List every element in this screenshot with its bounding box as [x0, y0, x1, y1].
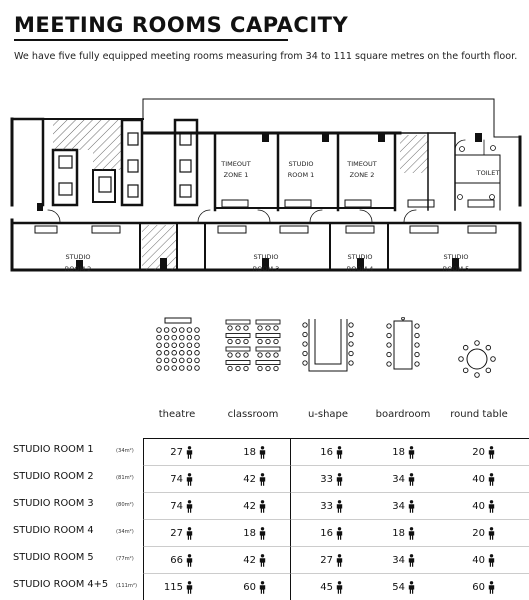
- person-icon: [336, 473, 343, 486]
- seat-icon: [266, 353, 270, 357]
- seat-icon: [236, 326, 240, 330]
- seat-icon: [266, 366, 270, 370]
- seat-icon: [236, 353, 240, 357]
- label-studio-room-4-b: ROOM 4: [346, 265, 374, 273]
- seat-icon: [180, 351, 185, 356]
- capacity-cell: [365, 494, 415, 518]
- capacity-value: 27: [170, 446, 183, 458]
- capacity-cell: [216, 521, 266, 545]
- seat-icon: [157, 358, 162, 363]
- capacity-value: 42: [243, 554, 256, 566]
- seat-icon: [258, 339, 262, 343]
- capacity-value: 74: [170, 473, 183, 485]
- person-icon: [259, 473, 266, 486]
- layout-label-boardroom: boardroom: [375, 409, 431, 420]
- seat-icon: [244, 326, 248, 330]
- person-icon: [336, 554, 343, 567]
- label-studio-room-2-b: ROOM 2: [64, 265, 92, 273]
- desk-icon: [256, 361, 280, 365]
- capacity-value: 66: [170, 554, 183, 566]
- seat-icon: [486, 345, 491, 350]
- label-studio-room-3-a: STUDIO: [253, 253, 279, 261]
- seat-icon: [164, 358, 169, 363]
- seat-icon: [187, 351, 192, 356]
- seat-icon: [180, 366, 185, 371]
- person-icon: [336, 500, 343, 513]
- seat-icon: [303, 332, 307, 336]
- layout-label-theatre: theatre: [158, 409, 196, 420]
- label-studio-room-3-b: ROOM 3: [252, 265, 280, 273]
- person-icon: [259, 446, 266, 459]
- seat-icon: [486, 368, 491, 373]
- layout-label-classroom: classroom: [227, 409, 279, 420]
- seat-icon: [415, 362, 419, 366]
- seat-icon: [349, 342, 353, 346]
- seat-icon: [274, 353, 278, 357]
- person-icon: [336, 581, 343, 594]
- seat-icon: [491, 357, 496, 362]
- capacity-cell: [365, 548, 415, 572]
- capacity-cell: [445, 575, 495, 599]
- seat-icon: [349, 361, 353, 365]
- room-name: STUDIO ROOM 4+5: [13, 579, 109, 590]
- seat-icon: [244, 353, 248, 357]
- room-name: STUDIO ROOM 4: [13, 525, 94, 536]
- seat-icon: [463, 345, 468, 350]
- seat-icon: [187, 366, 192, 371]
- label-timeout-zone-1-b: ZONE 1: [223, 171, 249, 179]
- person-icon: [488, 473, 495, 486]
- seat-icon: [195, 328, 200, 333]
- label-toilet: TOILET: [476, 169, 500, 177]
- capacity-cell: [293, 575, 343, 599]
- seat-icon: [303, 323, 307, 327]
- capacity-cell: [293, 440, 343, 464]
- person-icon: [186, 554, 193, 567]
- room-name: STUDIO ROOM 2: [13, 471, 94, 482]
- desk-icon: [256, 347, 280, 351]
- seat-icon: [195, 351, 200, 356]
- seat-icon: [164, 366, 169, 371]
- capacity-value: 16: [320, 527, 333, 539]
- seat-icon: [415, 352, 419, 356]
- desk-icon: [256, 320, 280, 324]
- capacity-value: 60: [243, 581, 256, 593]
- seat-icon: [387, 324, 391, 328]
- seat-icon: [387, 352, 391, 356]
- capacity-value: 27: [320, 554, 333, 566]
- seat-icon: [180, 343, 185, 348]
- person-icon: [259, 527, 266, 540]
- seat-icon: [236, 366, 240, 370]
- capacity-cell: [143, 521, 193, 545]
- seat-icon: [164, 328, 169, 333]
- seat-icon: [463, 368, 468, 373]
- capacity-cell: [445, 521, 495, 545]
- label-studio-room-5-b: ROOM 5: [442, 265, 470, 273]
- seat-icon: [157, 351, 162, 356]
- desk-icon: [226, 361, 250, 365]
- person-icon: [488, 527, 495, 540]
- person-icon: [408, 527, 415, 540]
- capacity-value: 34: [392, 473, 405, 485]
- room-size: (77m²): [116, 556, 134, 562]
- boardroom-layout-icon: [378, 317, 428, 375]
- room-name: STUDIO ROOM 5: [13, 552, 94, 563]
- seat-icon: [187, 328, 192, 333]
- seat-icon: [228, 326, 232, 330]
- seat-icon: [172, 328, 177, 333]
- page-subtitle: We have five fully equipped meeting rooms measuring from 34 to 111 square metres on the fourth floor.: [14, 51, 518, 62]
- desk-icon: [226, 320, 250, 324]
- capacity-cell: [143, 548, 193, 572]
- seat-icon: [236, 339, 240, 343]
- round-table-layout-icon: [455, 337, 499, 381]
- seat-icon: [157, 343, 162, 348]
- seat-icon: [180, 335, 185, 340]
- seat-icon: [244, 366, 248, 370]
- capacity-value: 20: [472, 446, 485, 458]
- label-studio-room-4-a: STUDIO: [347, 253, 373, 261]
- person-icon: [488, 554, 495, 567]
- capacity-cell: [293, 521, 343, 545]
- seat-icon: [274, 366, 278, 370]
- capacity-cell: [216, 575, 266, 599]
- seat-icon: [180, 328, 185, 333]
- capacity-value: 74: [170, 500, 183, 512]
- seat-icon: [349, 332, 353, 336]
- seat-icon: [258, 326, 262, 330]
- seat-icon: [258, 353, 262, 357]
- seat-icon: [349, 351, 353, 355]
- seat-icon: [303, 342, 307, 346]
- seat-icon: [387, 333, 391, 337]
- label-studio-room-2-a: STUDIO: [65, 253, 91, 261]
- classroom-layout-icon: [224, 317, 284, 375]
- capacity-cell: [293, 494, 343, 518]
- capacity-cell: [216, 494, 266, 518]
- capacity-value: 16: [320, 446, 333, 458]
- capacity-cell: [445, 494, 495, 518]
- floor-plan: [0, 88, 529, 278]
- seat-icon: [475, 341, 480, 346]
- person-icon: [408, 473, 415, 486]
- person-icon: [488, 581, 495, 594]
- capacity-cell: [143, 440, 193, 464]
- seat-icon: [172, 335, 177, 340]
- capacity-cell: [445, 467, 495, 491]
- seat-icon: [228, 339, 232, 343]
- seat-icon: [157, 335, 162, 340]
- label-timeout-zone-2-a: TIMEOUT: [347, 160, 377, 168]
- room-name: STUDIO ROOM 3: [13, 498, 94, 509]
- page-title: MEETING ROOMS CAPACITY: [14, 13, 349, 37]
- capacity-value: 40: [472, 554, 485, 566]
- capacity-cell: [216, 548, 266, 572]
- capacity-value: 33: [320, 473, 333, 485]
- label-studio-room-5-a: STUDIO: [443, 253, 469, 261]
- capacity-cell: [293, 467, 343, 491]
- capacity-value: 27: [170, 527, 183, 539]
- seat-icon: [244, 339, 248, 343]
- seat-icon: [266, 326, 270, 330]
- capacity-value: 45: [320, 581, 333, 593]
- u-shape-layout-icon: [302, 317, 354, 375]
- seat-icon: [459, 357, 464, 362]
- seat-icon: [172, 358, 177, 363]
- capacity-value: 34: [392, 554, 405, 566]
- capacity-value: 33: [320, 500, 333, 512]
- room-name: STUDIO ROOM 1: [13, 444, 94, 455]
- seat-icon: [387, 362, 391, 366]
- seat-icon: [415, 333, 419, 337]
- capacity-cell: [365, 575, 415, 599]
- desk-icon: [226, 347, 250, 351]
- capacity-value: 54: [392, 581, 405, 593]
- label-timeout-zone-1-a: TIMEOUT: [221, 160, 251, 168]
- capacity-value: 40: [472, 500, 485, 512]
- desk-icon: [226, 334, 250, 338]
- capacity-value: 34: [392, 500, 405, 512]
- person-icon: [186, 527, 193, 540]
- capacity-cell: [365, 440, 415, 464]
- seat-icon: [157, 366, 162, 371]
- seat-icon: [157, 328, 162, 333]
- capacity-cell: [365, 467, 415, 491]
- seat-icon: [303, 351, 307, 355]
- seat-icon: [266, 339, 270, 343]
- seat-icon: [180, 358, 185, 363]
- title-underline: [14, 39, 288, 41]
- person-icon: [259, 554, 266, 567]
- capacity-cell: [445, 548, 495, 572]
- seat-icon: [172, 351, 177, 356]
- seat-icon: [228, 353, 232, 357]
- person-icon: [336, 527, 343, 540]
- seat-icon: [164, 343, 169, 348]
- seat-icon: [195, 358, 200, 363]
- seat-icon: [475, 373, 480, 378]
- room-size: (34m²): [116, 448, 134, 454]
- seat-icon: [164, 351, 169, 356]
- capacity-cell: [143, 467, 193, 491]
- person-icon: [336, 446, 343, 459]
- person-icon: [259, 581, 266, 594]
- capacity-cell: [143, 575, 193, 599]
- room-size: (34m²): [116, 529, 134, 535]
- layout-label-u-shape: u-shape: [307, 409, 349, 420]
- capacity-value: 18: [392, 527, 405, 539]
- seat-icon: [415, 343, 419, 347]
- room-size: (81m²): [116, 475, 134, 481]
- person-icon: [186, 446, 193, 459]
- seat-icon: [195, 366, 200, 371]
- person-icon: [186, 473, 193, 486]
- seat-icon: [415, 324, 419, 328]
- capacity-value: 18: [392, 446, 405, 458]
- capacity-cell: [293, 548, 343, 572]
- seat-icon: [195, 343, 200, 348]
- seat-icon: [228, 366, 232, 370]
- capacity-value: 115: [163, 581, 183, 593]
- capacity-value: 60: [472, 581, 485, 593]
- capacity-table: [143, 438, 529, 600]
- layout-label-round-table: round table: [450, 409, 508, 420]
- capacity-value: 18: [243, 446, 256, 458]
- person-icon: [488, 500, 495, 513]
- label-studio-room-1-a: STUDIO: [288, 160, 314, 168]
- label-studio-room-1-b: ROOM 1: [287, 171, 315, 179]
- seat-icon: [303, 361, 307, 365]
- seat-icon: [387, 343, 391, 347]
- capacity-cell: [143, 494, 193, 518]
- capacity-value: 42: [243, 500, 256, 512]
- person-icon: [186, 500, 193, 513]
- seat-icon: [195, 335, 200, 340]
- seat-icon: [187, 358, 192, 363]
- desk-icon: [256, 334, 280, 338]
- person-icon: [408, 500, 415, 513]
- seat-icon: [172, 366, 177, 371]
- label-timeout-zone-2-b: ZONE 2: [349, 171, 375, 179]
- capacity-value: 20: [472, 527, 485, 539]
- capacity-cell: [216, 467, 266, 491]
- person-icon: [186, 581, 193, 594]
- room-size: (111m²): [116, 583, 138, 589]
- seat-icon: [172, 343, 177, 348]
- person-icon: [408, 446, 415, 459]
- capacity-cell: [365, 521, 415, 545]
- seat-icon: [349, 323, 353, 327]
- seat-icon: [258, 366, 262, 370]
- capacity-value: 42: [243, 473, 256, 485]
- person-icon: [259, 500, 266, 513]
- person-icon: [408, 581, 415, 594]
- theatre-layout-icon: [154, 317, 202, 375]
- capacity-cell: [445, 440, 495, 464]
- capacity-value: 40: [472, 473, 485, 485]
- seat-icon: [164, 335, 169, 340]
- seat-icon: [187, 343, 192, 348]
- room-size: (80m²): [116, 502, 134, 508]
- capacity-value: 18: [243, 527, 256, 539]
- seat-icon: [274, 339, 278, 343]
- seat-icon: [187, 335, 192, 340]
- person-icon: [488, 446, 495, 459]
- person-icon: [408, 554, 415, 567]
- capacity-cell: [216, 440, 266, 464]
- seat-icon: [402, 317, 405, 320]
- seat-icon: [274, 326, 278, 330]
